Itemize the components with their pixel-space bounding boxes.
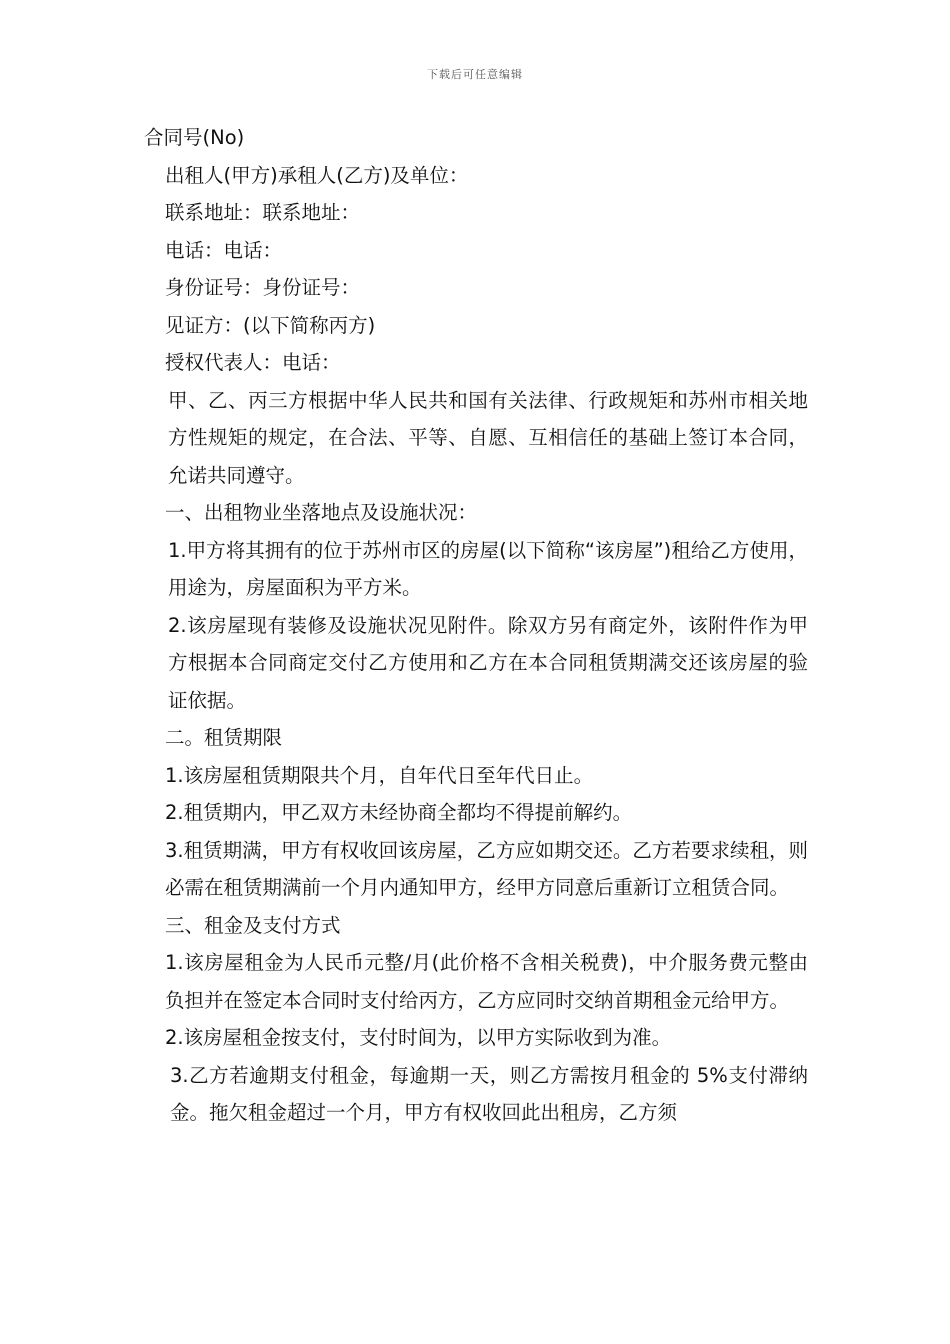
contract-body <box>144 119 808 1132</box>
section-title: 三、租金及支付方式 <box>165 913 341 937</box>
clause-paragraph: 3.乙方若逾期支付租金，每逾期一天，则乙方需按月租金的 5%支付滞纳金。拖欠租金超过一个月，甲方有权收回此出租房，乙方须 <box>170 1063 808 1124</box>
clause-paragraph: 1.该房屋租金为人民币元整/月(此价格不含相关税费)，中介服务费元整由负担并在签定本合同时支付给丙方，乙方应同时交纳首期租金元给甲方。 <box>165 951 808 1012</box>
phone-line: 电话：电话： <box>165 238 283 262</box>
witness-line: 见证方：(以下简称丙方) <box>165 313 376 337</box>
parties-line: 出租人(甲方)承租人(乙方)及单位： <box>165 163 469 187</box>
contract-number: 合同号(No) <box>144 126 245 149</box>
clause-paragraph: 2.租赁期内，甲乙双方未经协商全都均不得提前解约。 <box>165 801 633 824</box>
header-note: 下载后可任意编辑 <box>427 68 523 81</box>
section-title: 二。租赁期限 <box>165 726 283 749</box>
id-number-line: 身份证号：身份证号： <box>165 276 361 299</box>
clause-paragraph: 1.该房屋租赁期限共个月，自年代日至年代日止。 <box>165 763 594 787</box>
section-title: 一、出租物业坐落地点及设施状况： <box>165 501 478 524</box>
representative-line: 授权代表人：电话： <box>165 351 341 374</box>
preamble-paragraph: 甲、乙、丙三方根据中华人民共和国有关法律、行政规矩和苏州市相关地方性规矩的规定，在合法、平等、自愿、互相信任的基础上签订本合同，允诺共同遵守。 <box>168 388 808 487</box>
clause-paragraph: 2.该房屋现有装修及设施状况见附件。除双方另有商定外，该附件作为甲方根据本合同商定交付乙方使用和乙方在本合同租赁期满交还该房屋的验证依据。 <box>168 613 808 712</box>
clause-paragraph: 3.租赁期满，甲方有权收回该房屋，乙方应如期交还。乙方若要求续租，则必需在租赁期满前一个月内通知甲方，经甲方同意后重新订立租赁合同。 <box>165 838 808 899</box>
clause-paragraph: 2.该房屋租金按支付，支付时间为，以甲方实际收到为准。 <box>165 1026 672 1049</box>
address-line: 联系地址：联系地址： <box>165 201 361 224</box>
clause-paragraph: 1.甲方将其拥有的位于苏州市区的房屋(以下简称“该房屋”)租给乙方使用，用途为，房屋面积为平方米。 <box>168 538 808 599</box>
